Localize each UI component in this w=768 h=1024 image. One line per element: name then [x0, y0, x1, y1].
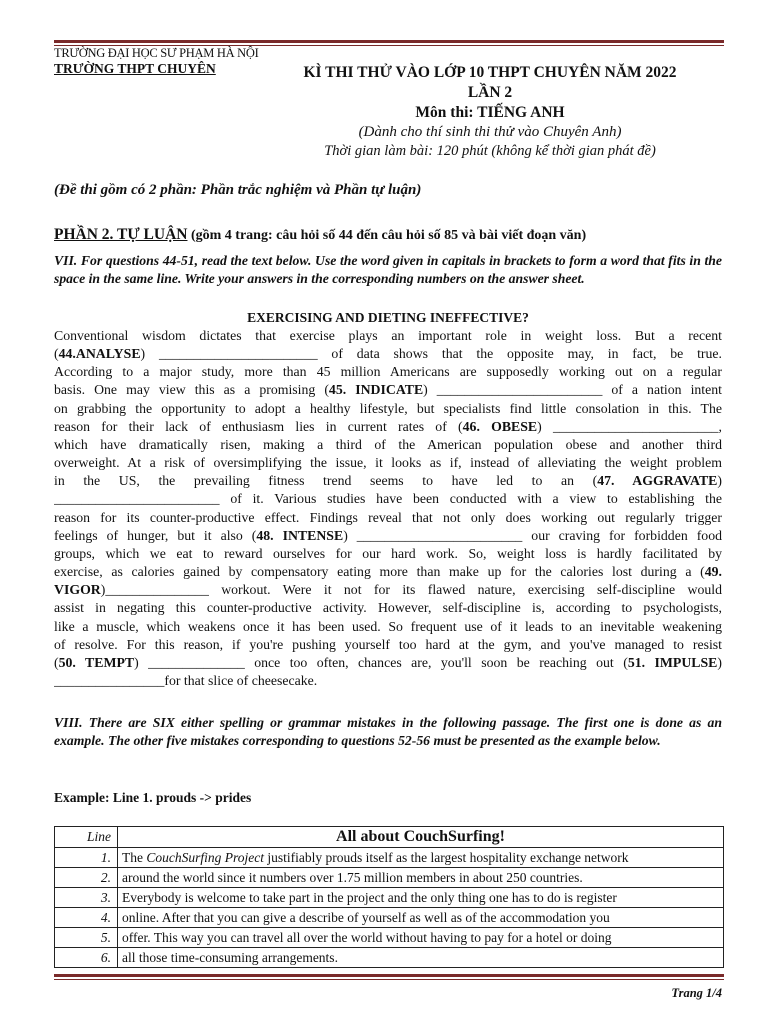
- school-header: [54, 46, 258, 77]
- university-name: TRƯỜNG ĐẠI HỌC SƯ PHẠM HÀ NỘI: [54, 46, 259, 60]
- bottom-rule: [54, 974, 724, 980]
- part2-title: PHẦN 2. TỰ LUẬN: [54, 226, 188, 243]
- line-text: all those time-consuming arrangements.: [118, 948, 724, 968]
- section7-instructions: VII. For questions 44-51, read the text below. Use the word given in capitals in brackets to form a word that fits in the space in the same line. Write your answers in the corresponding numbers on the answer sheet.: [54, 253, 722, 287]
- exam-subject: Môn thi: TIẾNG ANH: [415, 104, 565, 121]
- table-row: [55, 908, 724, 928]
- table-row: [55, 848, 724, 868]
- exam-title: KÌ THI THỬ VÀO LỚP 10 THPT CHUYÊN NĂM 2022: [303, 64, 677, 81]
- section8-instructions: VIII. There are SIX either spelling or grammar mistakes in the following passage. The first one is done as an example. The other five mistakes corresponding to questions 52-56 must be presented as the example below.: [54, 715, 722, 749]
- passage-line: reason for their lack of enthusiasm lies in current rates of (46. OBESE) ________________________,: [54, 418, 722, 434]
- exam-audience: (Dành cho thí sinh thi thử vào Chuyên Anh): [358, 124, 622, 140]
- line-number: 4.: [55, 908, 118, 928]
- passage-line: on grabbing the opportunity to adopt a healthy lifestyle, but specialists find little consolation in this. The: [54, 400, 722, 416]
- exam-round: LẦN 2: [467, 84, 513, 101]
- line-number: 5.: [55, 928, 118, 948]
- passage-line: VIGOR)_______________ workout. Were it not for its flawed nature, exercising self-discipline would: [54, 582, 722, 598]
- passage-line: assist in negating this counter-productive activity. However, self-discipline is, according to psychologists,: [54, 600, 722, 616]
- table-header-row: [55, 827, 724, 848]
- passage-line: reason for its counter-productive effect. Findings reveal that not only does working out regularly trigger: [54, 509, 722, 525]
- passage-line: According to a major study, more than 45 million Americans are supposedly working out on a regular: [54, 364, 722, 380]
- line-number: 2.: [55, 868, 118, 888]
- table-row: [55, 888, 724, 908]
- passage-line: groups, which we eat to reward ourselves for our hard work. So, weight loss is hardly facilitated by: [54, 545, 722, 561]
- error-correction-table: [54, 826, 724, 968]
- table-row: [55, 948, 724, 968]
- line-text: Everybody is welcome to take part in the project and the only thing one has to do is register: [118, 888, 724, 908]
- line-column-header: Line: [55, 827, 118, 848]
- passage-line: overweight. At a risk of oversimplifying the issue, it looks as if, instead of alleviating the weight problem: [54, 455, 722, 471]
- exam-duration: Thời gian làm bài: 120 phút (không kể thời gian phát đề): [324, 143, 656, 159]
- part2-heading: [54, 226, 586, 244]
- table-row: [55, 868, 724, 888]
- line-number: 1.: [55, 848, 118, 868]
- word-formation-passage: [54, 327, 722, 690]
- passage-line: feelings of hunger, but it also (48. INTENSE) ________________________ our craving for forbidden food: [54, 527, 722, 543]
- passage-line: like a muscle, which weakens once it has been used. So frequent use of it leads to an inevitable weakening: [54, 618, 722, 634]
- passage-line: exercise, as calories gained by compensatory eating more than make up for the calories lost during a (49.: [54, 564, 722, 580]
- passage-line: in the US, the prevailing fitness trend seems to have led to an (47. AGGRAVATE): [54, 473, 722, 489]
- passage-line: basis. One may view this as a promising (45. INDICATE) ________________________ of a nation intent: [54, 382, 722, 398]
- line-text: online. After that you can give a describe of yourself as well as of the accommodation you: [118, 908, 724, 928]
- table-title: All about CouchSurfing!: [118, 827, 724, 848]
- line-number: 3.: [55, 888, 118, 908]
- passage-line: ________________for that slice of cheesecake.: [54, 672, 318, 688]
- line-text: The CouchSurfing Project justifiably prouds itself as the largest hospitality exchange network: [118, 848, 724, 868]
- passage-line: ________________________ of it. Various studies have been conducted with a view to establishing the: [54, 491, 722, 507]
- example-line: Example: Line 1. prouds -> prides: [54, 790, 252, 805]
- table-row: [55, 928, 724, 948]
- passage-line: which have dramatically risen, making a third of the American population obese and another third: [54, 436, 722, 452]
- passage-line: (50. TEMPT) ______________ once too often, chances are, you'll soon be reaching out (51. IMPULSE): [54, 654, 722, 670]
- school-name: TRƯỜNG THPT CHUYÊN: [54, 61, 216, 76]
- part2-detail: (gồm 4 trang: câu hỏi số 44 đến câu hỏi số 85 và bài viết đoạn văn): [187, 228, 587, 243]
- line-number: 6.: [55, 948, 118, 968]
- line-text: offer. This way you can travel all over the world without having to pay for a hotel or doing: [118, 928, 724, 948]
- line-text: around the world since it numbers over 1.75 million members in about 250 countries.: [118, 868, 724, 888]
- passage-line: of resolve. For this reason, if you're pushing yourself too hard at the gym, and you've managed to resist: [54, 636, 722, 652]
- passage-line: Conventional wisdom dictates that exercise plays an important role in weight loss. But a recent: [54, 328, 722, 343]
- passage-title: EXERCISING AND DIETING INEFFECTIVE?: [247, 310, 529, 325]
- page-number: Trang 1/4: [671, 986, 722, 1000]
- passage-line: (44.ANALYSE) _______________________ of data shows that the opposite may, in fact, be true.: [54, 346, 722, 362]
- exam-structure-note: (Đề thi gồm có 2 phần: Phần trắc nghiệm và Phần tự luận): [54, 182, 422, 198]
